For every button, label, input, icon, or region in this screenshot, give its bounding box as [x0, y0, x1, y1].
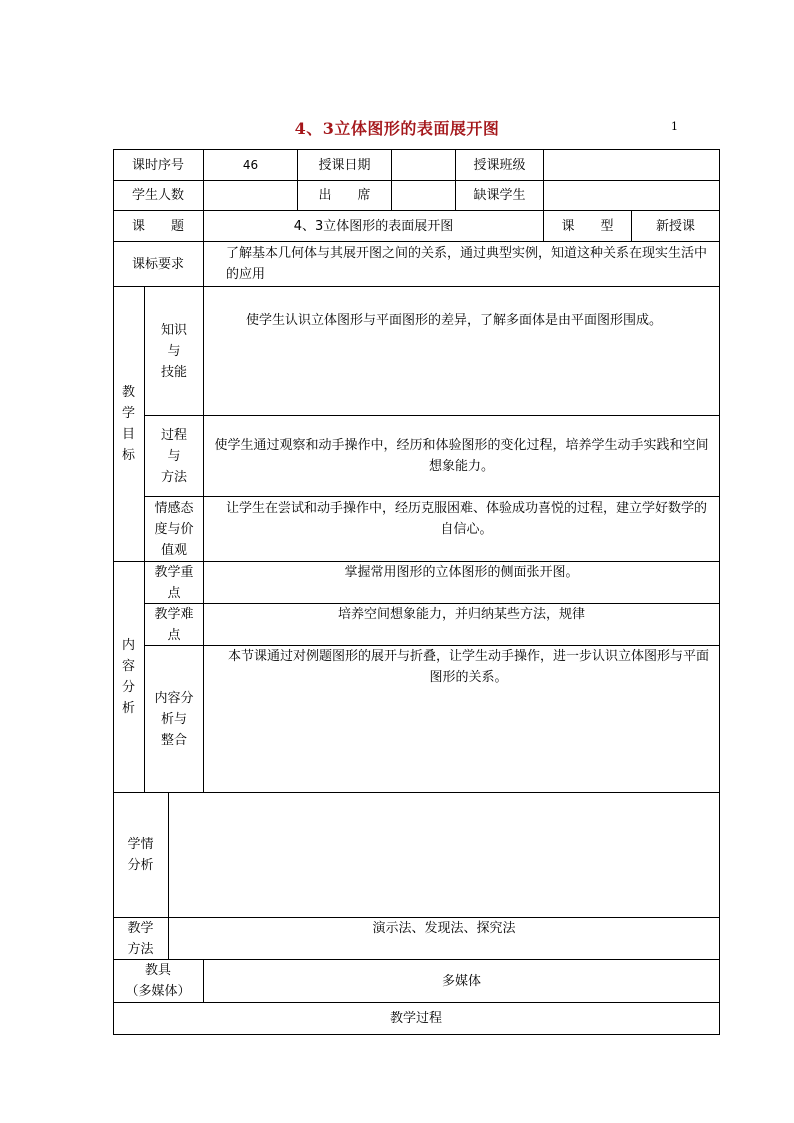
- difficulty-text: 培养空间想象能力，并归纳某些方法，规律: [337, 607, 585, 622]
- label-line: 方法: [127, 941, 154, 957]
- date-label: 授课日期: [318, 157, 371, 173]
- standard-value: 了解基本几何体与其展开图之间的关系，通过典型实例，知道这种关系在现实生活中的应用: [226, 246, 708, 282]
- class-value: [544, 150, 719, 180]
- topic-value: 4、3立体图形的表面展开图: [293, 218, 454, 234]
- method-text: 演示法、发现法、探究法: [372, 921, 516, 936]
- absent-value: [544, 181, 719, 210]
- label-line: 点: [167, 585, 181, 601]
- class-label: 授课班级: [473, 157, 526, 173]
- label-line: 知识: [160, 322, 187, 338]
- label-line: （多媒体）: [125, 984, 191, 999]
- label-line: 内: [121, 638, 135, 653]
- learner-text: [169, 793, 719, 917]
- label-line: 度与价: [154, 521, 194, 537]
- label-line: 标: [121, 448, 135, 463]
- label-line: 目: [121, 427, 135, 442]
- date-value: [392, 150, 455, 180]
- attendance-label: 出 席: [318, 188, 371, 203]
- key-point-label: [145, 562, 203, 603]
- rule: [144, 496, 720, 497]
- type-label: 课 型: [561, 218, 614, 234]
- attendance-value: [392, 181, 455, 210]
- document-title: 4、3立体图形的表面展开图: [294, 119, 500, 138]
- integration-label: [145, 646, 203, 792]
- rule: [113, 1034, 720, 1035]
- label-line: 点: [167, 627, 181, 643]
- students-label: 学生人数: [131, 188, 184, 203]
- objectives-label: [113, 287, 144, 561]
- tools-text: 多媒体: [441, 973, 481, 989]
- label-line: 教学难: [154, 606, 194, 622]
- label-line: 方法: [160, 469, 187, 485]
- label-line: 教学重: [154, 564, 194, 580]
- learner-label: [113, 793, 168, 917]
- type-value: 新授课: [655, 218, 695, 234]
- key-point-text: 掌握常用图形的立体图形的侧面张开图。: [344, 565, 579, 580]
- label-line: 教: [121, 385, 135, 400]
- label-line: 学情: [127, 837, 154, 852]
- period-value: 46: [242, 157, 259, 172]
- topic-label: 课 题: [131, 218, 184, 234]
- process-label: [145, 416, 203, 496]
- period-label: 课时序号: [131, 157, 184, 173]
- knowledge-label: [145, 287, 203, 415]
- integration-text: 本节课通过对例题图形的展开与折叠，让学生动手操作，进一步认识立体图形与平面图形的关系。: [227, 649, 709, 685]
- label-line: 技能: [160, 364, 187, 380]
- label-line: 容: [121, 659, 135, 674]
- emotion-text: 让学生在尝试和动手操作中，经历克服困难、体验成功喜悦的过程，建立学好数学的自信心。: [225, 501, 707, 537]
- rule: [113, 286, 720, 287]
- label-line: 教学: [127, 920, 154, 936]
- page-number: 1: [671, 120, 678, 133]
- teaching-process-label: 教学过程: [389, 1011, 442, 1026]
- standard-label: 课标要求: [131, 256, 184, 272]
- label-line: 分: [121, 680, 135, 695]
- label-line: 析: [121, 701, 135, 716]
- label-line: 与: [167, 448, 181, 464]
- process-text: 使学生通过观察和动手操作中，经历和体验图形的变化过程，培养学生动手实践和空间想象能力。: [214, 438, 709, 474]
- label-line: 值观: [160, 542, 187, 558]
- emotion-label: [145, 497, 203, 561]
- rule: [719, 149, 720, 1035]
- label-line: 学: [121, 406, 135, 421]
- label-line: 教具: [144, 963, 171, 978]
- label-line: 内容分: [154, 690, 194, 706]
- method-label: [113, 918, 168, 959]
- label-line: 与: [167, 343, 181, 359]
- label-line: 整合: [160, 732, 187, 748]
- tools-label: [113, 960, 203, 1002]
- students-value: [204, 181, 297, 210]
- knowledge-text: 使学生认识立体图形与平面图形的差异，了解多面体是由平面图形围成。: [246, 313, 663, 328]
- label-line: 分析: [127, 858, 154, 873]
- label-line: 过程: [160, 427, 187, 443]
- absent-label: 缺课学生: [473, 188, 526, 203]
- label-line: 情感态: [154, 500, 194, 516]
- difficulty-label: [145, 604, 203, 645]
- label-line: 析与: [160, 711, 187, 727]
- analysis-label: [113, 562, 144, 792]
